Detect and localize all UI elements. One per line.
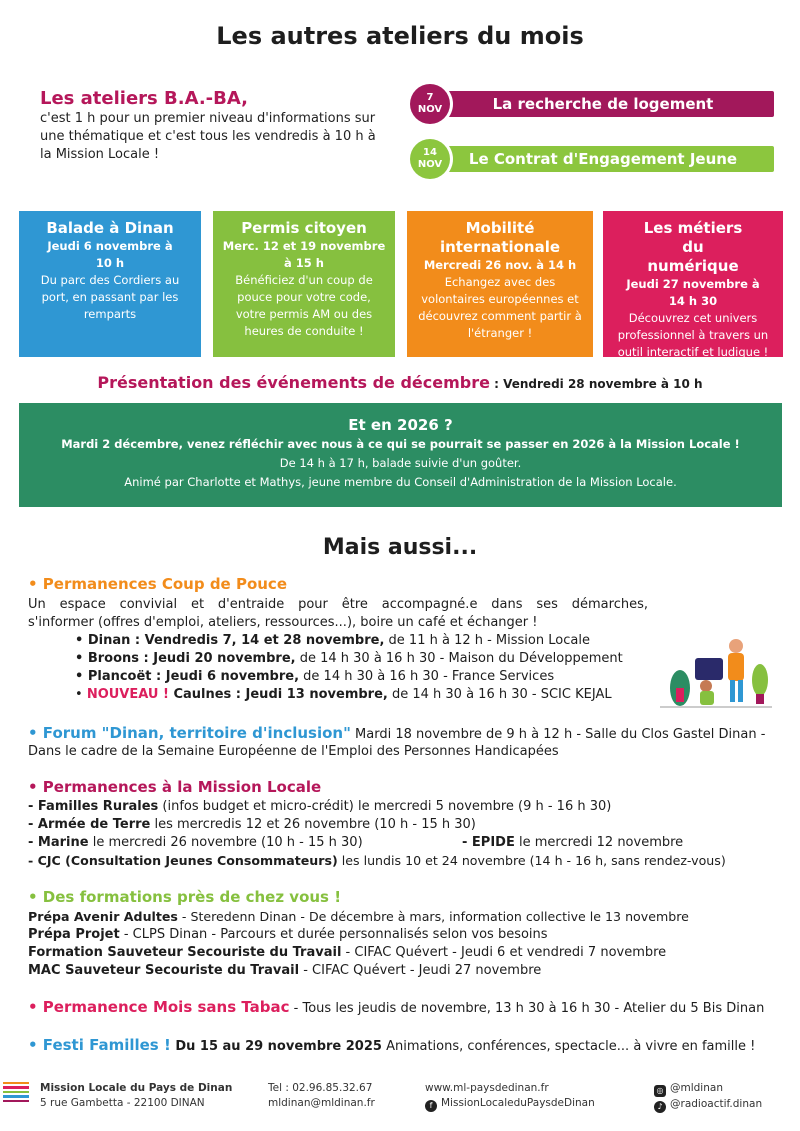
card-title: Les métiers du numérique	[643, 219, 743, 275]
item-bold: • Dinan : Vendredis 7, 14 et 28 novembre,	[75, 633, 385, 648]
card-title: Balade à Dinan	[46, 219, 174, 237]
list-item	[28, 908, 689, 926]
forum-text: Mardi 18 novembre de 9 h à 12 h - Salle du Clos Gastel Dinan -	[350, 727, 766, 742]
list-item	[75, 632, 590, 650]
baba-item-label: Le Contrat d'Engagement Jeune	[468, 150, 738, 168]
event-2026-box	[19, 403, 782, 507]
coup-de-pouce-title: • Permanences Coup de Pouce	[28, 575, 287, 593]
footer-web[interactable]: www.ml-paysdedinan.fr	[425, 1082, 549, 1094]
item-text: les mercredis 12 et 26 novembre (10 h - 15 h 30)	[150, 817, 476, 832]
baba-title: Les ateliers B.A.-BA,	[40, 88, 248, 109]
card-date: Merc. 12 et 19 novembre à 15 h	[222, 239, 386, 270]
person-icon	[700, 680, 712, 692]
forum-title: • Forum "Dinan, territoire d'inclusion"	[28, 724, 351, 742]
card-desc: Du parc des Cordiers au port, en passant par les remparts	[40, 273, 180, 321]
footer-tiktok: @radioactif.dinan	[670, 1098, 763, 1110]
footer-org-block	[40, 1081, 232, 1111]
mission-title: • Permanences à la Mission Locale	[28, 778, 322, 796]
footer-instagram: @mldinan	[670, 1082, 723, 1094]
item-bold: MAC Sauveteur Secouriste du Travail	[28, 963, 300, 978]
card-desc: Echangez avec des volontaires européennes et découvrez comment partir à l'étranger !	[418, 275, 582, 340]
item-text: de 14 h 30 à 16 h 30 - Maison du Développement	[295, 651, 623, 666]
item-text: les lundis 10 et 24 novembre (14 h - 16 h, sans rendez-vous)	[337, 853, 726, 868]
footer-address: 5 rue Gambetta - 22100 DINAN	[40, 1097, 205, 1109]
footer-email[interactable]: mldinan@mldinan.fr	[268, 1097, 375, 1109]
item-text: - CLPS Dinan - Parcours et durée personnalisés selon vos besoins	[119, 927, 548, 942]
event-2026-line3: Animé par Charlotte et Mathys, jeune membre du Conseil d'Administration de la Mission Locale.	[124, 475, 677, 489]
festi-text: Animations, conférences, spectacle... à vivre en famille !	[381, 1039, 756, 1054]
tabac-text: - Tous les jeudis de novembre, 13 h 30 à 16 h 30 - Atelier du 5 Bis Dinan	[289, 1001, 765, 1016]
card-desc: Bénéficiez d'un coup de pouce pour votre code, votre permis AM ou des heures de conduite !	[235, 273, 373, 338]
logo-stripes	[3, 1082, 29, 1104]
card-balade	[19, 211, 201, 357]
baba-item-cej	[432, 146, 774, 172]
item-text: (infos budget et micro-crédit) le mercredi 5 novembre (9 h - 16 h 30)	[158, 799, 612, 814]
date-month: NOV	[417, 104, 443, 115]
list-item	[28, 834, 363, 852]
festi-line	[28, 1036, 755, 1056]
item-text: - CIFAC Quévert - Jeudi 6 et vendredi 7 novembre	[341, 945, 667, 960]
list-item	[28, 944, 666, 962]
item-text: de 14 h 30 à 16 h 30 - SCIC KEJAL	[387, 687, 612, 702]
item-bold: Caulnes : Jeudi 13 novembre,	[168, 687, 388, 702]
card-title: Permis citoyen	[241, 219, 367, 237]
footer-social-block	[654, 1081, 762, 1113]
tabac-title: • Permanence Mois sans Tabac	[28, 998, 290, 1016]
list-item	[28, 926, 548, 944]
item-text: le mercredi 26 novembre (10 h - 15 h 30)	[88, 835, 363, 850]
baba-description: c'est 1 h pour un premier niveau d'informations sur une thématique et c'est tous les vendredis à 10 h à la Mission Locale !	[40, 111, 376, 162]
person-icon	[729, 639, 743, 653]
footer-facebook: MissionLocaleduPaysdeDinan	[441, 1097, 595, 1109]
date-badge	[410, 84, 450, 124]
presentation-line	[0, 373, 800, 392]
baba-item-label: La recherche de logement	[492, 95, 714, 113]
coup-de-pouce-desc1: Un espace convivial et d'entraide pour être accompagné.e dans ses démarches,	[28, 597, 648, 612]
item-bold: - Armée de Terre	[28, 817, 151, 832]
card-date: Jeudi 6 novembre à 10 h	[47, 239, 173, 270]
item-text: - Steredenn Dinan - De décembre à mars, information collective le 13 novembre	[177, 909, 689, 924]
section-heading: Mais aussi...	[322, 535, 478, 560]
list-item	[462, 834, 683, 852]
coup-de-pouce-desc2: s'informer (offres d'emploi, ateliers, ressources...), boire un café et échanger !	[28, 615, 538, 630]
list-item	[75, 650, 623, 668]
page-title: Les autres ateliers du mois	[216, 22, 584, 50]
facebook-icon: f	[425, 1100, 437, 1112]
tabac-line	[28, 998, 764, 1018]
list-item	[75, 668, 554, 686]
card-title: Mobilité internationale	[439, 219, 561, 256]
screen-icon	[695, 658, 723, 680]
item-bold: • Plancoët : Jeudi 6 novembre,	[75, 669, 300, 684]
card-permis	[213, 211, 395, 357]
item-bold: - Familles Rurales	[28, 799, 159, 814]
item-text: de 11 h à 12 h - Mission Locale	[384, 633, 590, 648]
card-numerique	[603, 211, 783, 357]
plant-icon	[752, 664, 768, 696]
card-desc: Découvrez cet univers professionnel à travers un outil interactif et ludique !	[617, 311, 769, 359]
list-item	[28, 798, 611, 816]
footer-tiktok-row[interactable]	[654, 1097, 762, 1113]
footer-contact	[268, 1081, 375, 1111]
baba-item-logement	[432, 91, 774, 117]
item-bold: - Marine	[28, 835, 89, 850]
date-badge	[410, 139, 450, 179]
formations-title: • Des formations près de chez vous !	[28, 888, 342, 906]
item-text: - CIFAC Quévert - Jeudi 27 novembre	[299, 963, 542, 978]
date-day: 14	[423, 147, 437, 158]
tiktok-icon: ♪	[654, 1101, 666, 1113]
list-item	[28, 852, 726, 870]
festi-title: • Festi Familles !	[28, 1036, 171, 1054]
item-bold: - CJC (Consultation Jeunes Consommateurs)	[28, 853, 338, 868]
footer-facebook-row[interactable]	[425, 1096, 595, 1112]
forum-line2: Dans le cadre de la Semaine Européenne de l'Emploi des Personnes Handicapées	[28, 744, 559, 759]
presentation-title: Présentation des événements de décembre	[97, 373, 490, 392]
forum-line	[28, 724, 765, 744]
list-item: • NOUVEAU ! Caulnes : Jeudi 13 novembre, de 14 h 30 à 16 h 30 - SCIC KEJAL	[75, 687, 612, 702]
list-item	[28, 816, 476, 834]
footer-web-block	[425, 1081, 595, 1112]
date-day: 7	[426, 92, 434, 103]
item-bold: Prépa Projet	[28, 927, 120, 942]
new-badge: NOUVEAU !	[86, 687, 169, 702]
footer-org: Mission Locale du Pays de Dinan	[40, 1082, 233, 1094]
item-text: de 14 h 30 à 16 h 30 - France Services	[299, 669, 555, 684]
event-2026-title: Et en 2026 ?	[348, 416, 453, 434]
card-date: Mercredi 26 nov. à 14 h	[423, 258, 577, 272]
event-2026-line2: De 14 h à 17 h, balade suivie d'un goûter.	[279, 456, 522, 470]
item-bold: Prépa Avenir Adultes	[28, 909, 178, 924]
card-mobilite	[407, 211, 593, 357]
date-month: NOV	[417, 159, 443, 170]
item-text: le mercredi 12 novembre	[514, 835, 684, 850]
presentation-when: : Vendredi 28 novembre à 10 h	[489, 377, 703, 391]
footer-instagram-row[interactable]	[654, 1081, 762, 1097]
card-date: Jeudi 27 novembre à 14 h 30	[626, 277, 760, 308]
item-bold: - EPIDE	[462, 835, 515, 850]
festi-dates: Du 15 au 29 novembre 2025	[170, 1039, 382, 1054]
footer-tel: Tel : 02.96.85.32.67	[268, 1082, 373, 1094]
instagram-icon: ◎	[654, 1085, 666, 1097]
item-bold: Formation Sauveteur Secouriste du Travail	[28, 945, 342, 960]
item-bold: • Broons : Jeudi 20 novembre,	[75, 651, 296, 666]
event-2026-line1: Mardi 2 décembre, venez réfléchir avec nous à ce qui se pourrait se passer en 2026 à la Mission Locale !	[61, 437, 740, 451]
people-illustration	[660, 628, 772, 710]
list-item	[28, 962, 541, 980]
